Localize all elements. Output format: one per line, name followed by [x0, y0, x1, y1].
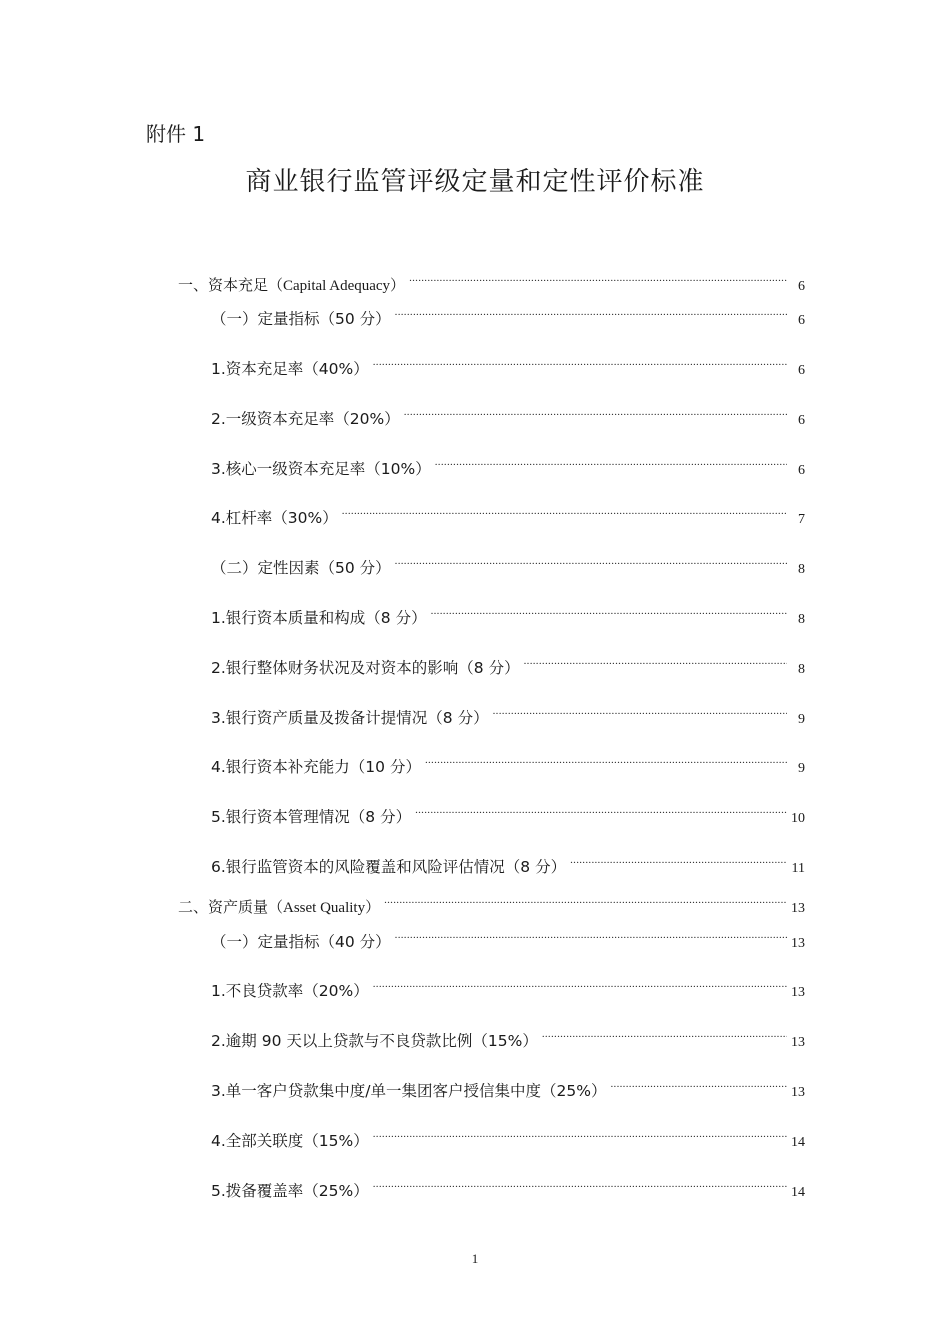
toc-entry-text: 1.资本充足率（40%） — [211, 360, 369, 378]
page-title: 商业银行监管评级定量和定性评价标准 — [245, 167, 705, 197]
toc-entry-text: 1.不良贷款率（20%） — [211, 982, 369, 1000]
toc-entry[interactable] — [211, 748, 805, 776]
toc-dot-leader — [493, 699, 787, 723]
toc-entry-text: （一）定量指标（40 分） — [211, 933, 391, 951]
toc-dot-leader — [395, 300, 787, 324]
toc-dot-leader — [542, 1022, 787, 1046]
toc-entry[interactable] — [211, 499, 805, 527]
toc-entry[interactable] — [211, 848, 805, 876]
toc-dot-leader — [395, 549, 787, 573]
toc-entry-text: 2.银行整体财务状况及对资本的影响（8 分） — [211, 659, 520, 677]
toc-page-number: 8 — [798, 662, 805, 677]
toc-entry-text: 4.杠杆率（30%） — [211, 509, 338, 527]
toc-dot-leader — [373, 1122, 787, 1146]
toc-dot-leader — [373, 972, 787, 996]
toc-page-number: 6 — [798, 413, 805, 428]
toc-entry[interactable] — [211, 923, 805, 951]
toc-entry-text: 2.一级资本充足率（20%） — [211, 410, 400, 428]
toc-entry-text: 5.拨备覆盖率（25%） — [211, 1182, 369, 1200]
toc-entry-text: （二）定性因素（50 分） — [211, 559, 391, 577]
page-number: 1 — [471, 1251, 479, 1266]
toc-dot-leader — [415, 798, 787, 822]
toc-entry[interactable] — [211, 599, 805, 627]
toc-entry[interactable] — [211, 300, 805, 328]
toc-entry[interactable] — [211, 972, 805, 1000]
toc-entry[interactable] — [211, 798, 805, 826]
toc-entry-text: 2.逾期 90 天以上贷款与不良贷款比例（15%） — [211, 1032, 538, 1050]
toc-entry[interactable] — [178, 888, 805, 916]
toc-entry-text: 3.核心一级资本充足率（10%） — [211, 460, 431, 478]
toc-entry[interactable] — [178, 266, 805, 294]
toc-entry[interactable] — [211, 400, 805, 428]
toc-dot-leader — [524, 649, 787, 673]
toc-page-number: 8 — [798, 562, 805, 577]
toc-entry[interactable] — [211, 649, 805, 677]
toc-entry-text: 6.银行监管资本的风险覆盖和风险评估情况（8 分） — [211, 858, 567, 876]
toc-entry-text: （一）定量指标（50 分） — [211, 310, 391, 328]
toc-dot-leader — [425, 748, 787, 772]
toc-entry[interactable] — [211, 1172, 805, 1200]
toc-page-number: 14 — [791, 1135, 805, 1150]
toc-page-number: 13 — [791, 985, 805, 1000]
toc-dot-leader — [342, 499, 787, 523]
toc-dot-leader — [404, 400, 787, 424]
toc-page-number: 6 — [798, 279, 805, 294]
toc-page-number: 8 — [798, 612, 805, 627]
toc-page-number: 9 — [798, 712, 805, 727]
toc-entry[interactable] — [211, 1122, 805, 1150]
toc-dot-leader — [395, 923, 787, 947]
toc-dot-leader — [373, 1172, 787, 1196]
toc-entry-text: 1.银行资本质量和构成（8 分） — [211, 609, 427, 627]
toc-dot-leader — [431, 599, 787, 623]
toc-entry-text: 二、资产质量（Asset Quality） — [178, 900, 381, 916]
attachment-label: 附件 1 — [146, 122, 206, 146]
toc-entry-text: 4.全部关联度（15%） — [211, 1132, 369, 1150]
toc-entry[interactable] — [211, 350, 805, 378]
toc-entry-text: 5.银行资本管理情况（8 分） — [211, 808, 412, 826]
toc-dot-leader — [610, 1072, 787, 1096]
toc-dot-leader — [435, 450, 787, 474]
toc-page-number: 10 — [791, 811, 805, 826]
toc-entry[interactable] — [211, 450, 805, 478]
toc-dot-leader — [384, 888, 787, 912]
toc-page-number: 13 — [791, 901, 805, 916]
toc-dot-leader — [373, 350, 787, 374]
toc-entry-text: 一、资本充足（Capital Adequacy） — [178, 278, 406, 294]
toc-entry-text: 3.单一客户贷款集中度/单一集团客户授信集中度（25%） — [211, 1082, 607, 1100]
toc-page-number: 7 — [798, 512, 805, 527]
toc-entry[interactable] — [211, 549, 805, 577]
toc-page-number: 6 — [798, 463, 805, 478]
toc-page-number: 11 — [791, 861, 805, 876]
toc-dot-leader — [570, 848, 787, 872]
toc-page-number: 6 — [798, 363, 805, 378]
toc-entry[interactable] — [211, 1022, 805, 1050]
toc-dot-leader — [409, 266, 787, 290]
toc-page-number: 6 — [798, 313, 805, 328]
toc-page-number: 13 — [791, 1085, 805, 1100]
toc-entry[interactable] — [211, 699, 805, 727]
toc-page-number: 13 — [791, 936, 805, 951]
toc-page-number: 14 — [791, 1185, 805, 1200]
toc-entry-text: 3.银行资产质量及拨备计提情况（8 分） — [211, 709, 489, 727]
toc-entry-text: 4.银行资本补充能力（10 分） — [211, 758, 421, 776]
toc-page-number: 9 — [798, 761, 805, 776]
toc-entry[interactable] — [211, 1072, 805, 1100]
toc-page-number: 13 — [791, 1035, 805, 1050]
